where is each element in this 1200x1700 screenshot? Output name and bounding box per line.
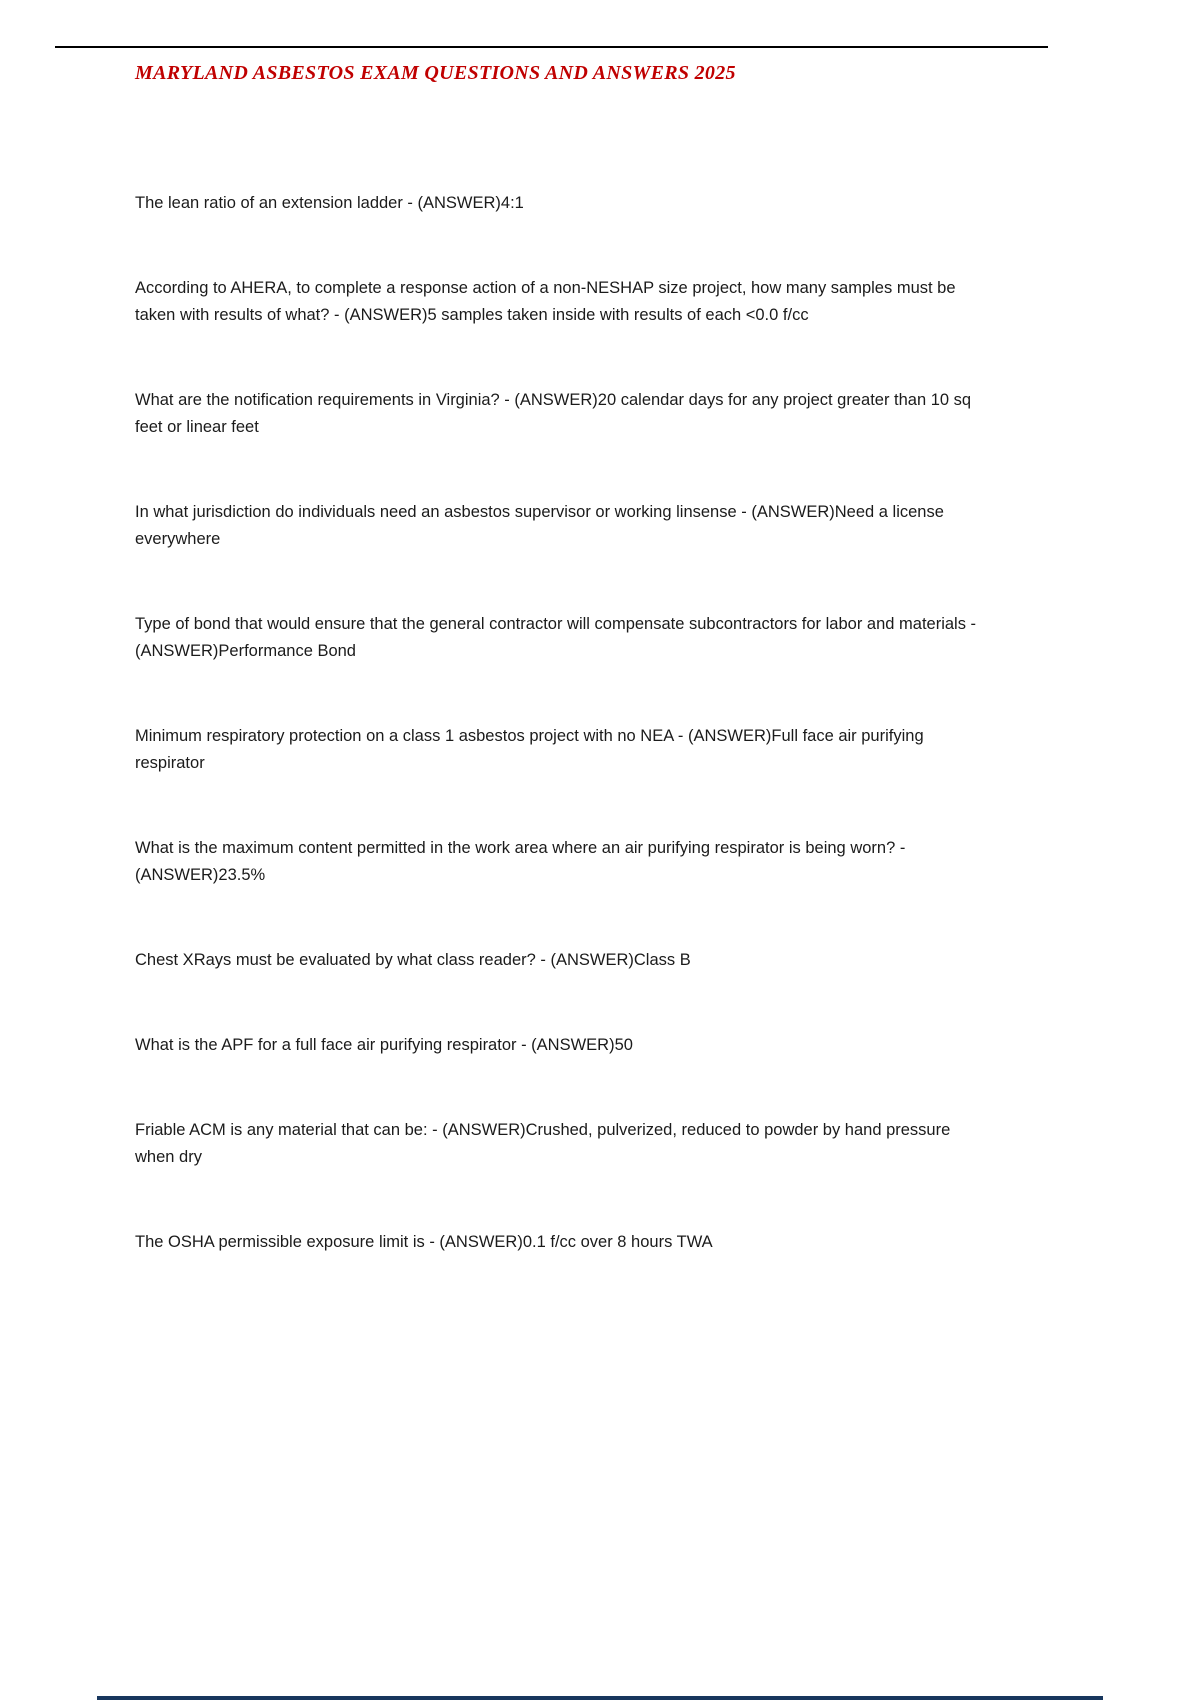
document-title: MARYLAND ASBESTOS EXAM QUESTIONS AND ANSWERS 2025 (135, 62, 736, 84)
qa-item: Type of bond that would ensure that the general contractor will compensate subcontractors for labor and materials - (ANSWER)Performance Bond (135, 615, 977, 660)
qa-item: What is the APF for a full face air purifying respirator - (ANSWER)50 (135, 1036, 633, 1054)
qa-item: Chest XRays must be evaluated by what class reader? - (ANSWER)Class B (135, 951, 691, 969)
qa-item: What is the maximum content permitted in the work area where an air purifying respirator is being worn? - (ANSWER)23.5% (135, 839, 906, 884)
qa-item: The lean ratio of an extension ladder - (ANSWER)4:1 (135, 194, 524, 212)
qa-item: In what jurisdiction do individuals need an asbestos supervisor or working linsense - (ANSWER)Need a license everywhere (135, 503, 944, 548)
qa-item: According to AHERA, to complete a response action of a non-NESHAP size project, how many samples must be taken with results of what? - (ANSWER)5 samples taken inside with results of each <0.0 f/cc (135, 279, 956, 324)
qa-item: Minimum respiratory protection on a class 1 asbestos project with no NEA - (ANSWER)Full face air purifying respirator (135, 727, 924, 772)
qa-list (135, 190, 993, 1314)
header-rule (55, 46, 1048, 48)
qa-item: The OSHA permissible exposure limit is - (ANSWER)0.1 f/cc over 8 hours TWA (135, 1233, 713, 1251)
qa-item: What are the notification requirements in Virginia? - (ANSWER)20 calendar days for any project greater than 10 sq feet or linear feet (135, 391, 972, 436)
qa-item: Friable ACM is any material that can be: - (ANSWER)Crushed, pulverized, reduced to powder by hand pressure when dry (135, 1121, 951, 1166)
footer-rule (97, 1696, 1103, 1700)
